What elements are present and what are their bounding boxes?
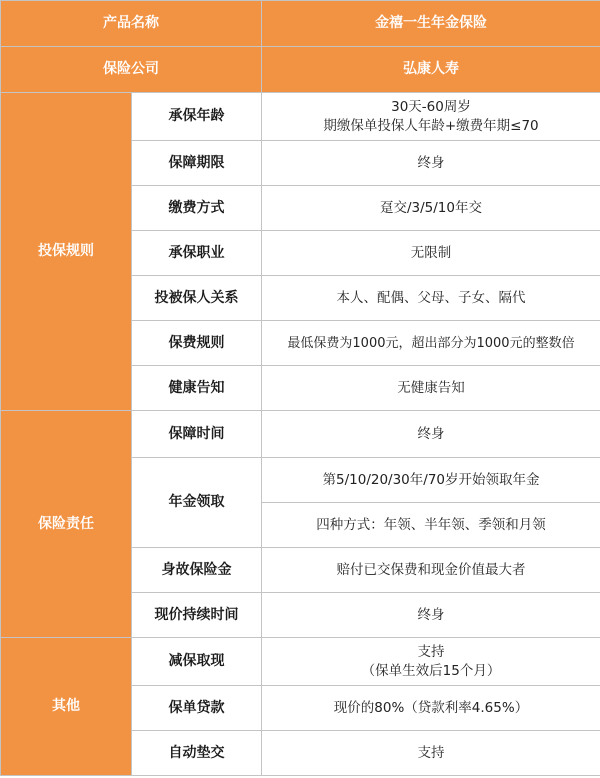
age-value [262,93,600,141]
cash-label: 现价持续时间 [132,593,262,638]
time-label: 保障时间 [132,411,262,458]
auto-label: 自动垫交 [132,731,262,776]
premium-value: 最低保费为1000元，超出部分为1000元的整数倍 [262,321,600,366]
row-time [1,411,600,458]
age-label: 承保年龄 [132,93,262,141]
reduce-value-line-1: 支持 [417,643,445,660]
section-liability-label: 保险责任 [1,411,132,638]
death-label: 身故保险金 [132,548,262,593]
product-name-label: 产品名称 [1,1,262,47]
relation-value: 本人、配偶、父母、子女、隔代 [262,276,600,321]
age-value-line-1: 30天-60周岁 [391,98,471,115]
death-value: 赔付已交保费和现金价值最大者 [262,548,600,593]
annuity-value-methods: 四种方式：年领、半年领、季领和月领 [262,503,600,548]
header-row-product [1,1,600,47]
annuity-value-start: 第5/10/20/30年/70岁开始领取年金 [262,458,600,503]
company-label: 保险公司 [1,47,262,93]
occupation-label: 承保职业 [132,231,262,276]
company-value: 弘康人寿 [262,47,600,93]
header-row-company [1,47,600,93]
occupation-value: 无限制 [262,231,600,276]
cash-value: 终身 [262,593,600,638]
annuity-label: 年金领取 [132,458,262,548]
payment-label: 缴费方式 [132,186,262,231]
loan-label: 保单贷款 [132,686,262,731]
row-age [1,93,600,141]
health-value: 无健康告知 [262,366,600,411]
product-name-value: 金禧一生年金保险 [262,1,600,47]
time-value: 终身 [262,411,600,458]
relation-label: 投被保人关系 [132,276,262,321]
payment-value: 趸交/3/5/10年交 [262,186,600,231]
period-value: 终身 [262,141,600,186]
row-reduce [1,638,600,686]
section-rules-label: 投保规则 [1,93,132,411]
health-label: 健康告知 [132,366,262,411]
loan-value: 现价的80%（贷款利率4.65%） [262,686,600,731]
reduce-label: 减保取现 [132,638,262,686]
age-value-line-2: 期缴保单投保人年龄+缴费年期≤70 [323,117,539,134]
auto-value: 支持 [262,731,600,776]
premium-label: 保费规则 [132,321,262,366]
period-label: 保障期限 [132,141,262,186]
section-other-label: 其他 [1,638,132,776]
reduce-value-line-2: （保单生效后15个月） [361,662,501,679]
reduce-value [262,638,600,686]
